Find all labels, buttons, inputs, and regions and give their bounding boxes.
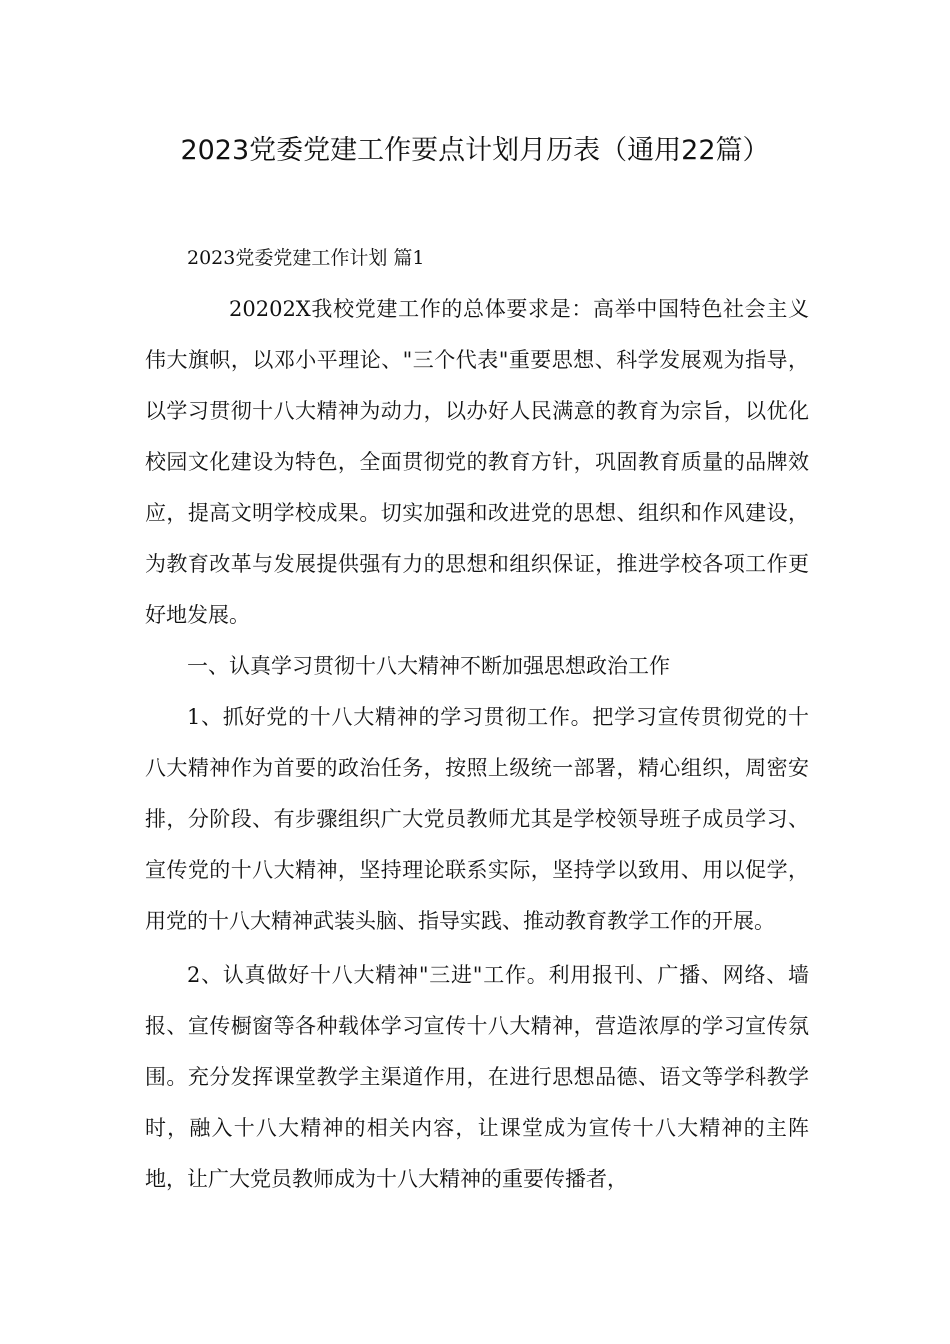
section-heading: 2023党委党建工作计划 篇1: [187, 247, 425, 269]
item-2-paragraph: 2、认真做好十八大精神"三进"工作。利用报刊、广播、网络、墙报、宣传橱窗等各种载体学习宣传十八大精神，营造浓厚的学习宣传氛围。充分发挥课堂教学主渠道作用，在进行思想品德、语文等学科教学时，融入十八大精神的相关内容，让课堂成为宣传十八大精神的主阵地，让广大党员教师成为十八大精神的重要传播者，: [145, 963, 809, 1191]
document-body: [145, 233, 809, 1205]
point-one-heading: 一、认真学习贯彻十八大精神不断加强思想政治工作: [187, 654, 670, 678]
intro-paragraph: 20202X我校党建工作的总体要求是：高举中国特色社会主义伟大旗帜，以邓小平理论、"三个代表"重要思想、科学发展观为指导，以学习贯彻十八大精神为动力，以办好人民满意的教育为宗旨，以优化校园文化建设为特色，全面贯彻党的教育方针，巩固教育质量的品牌效应，提高文明学校成果。切实加强和改进党的思想、组织和作风建设，为教育改革与发展提供强有力的思想和组织保证，推进学校各项工作更好地发展。: [145, 297, 809, 627]
item-1-paragraph: 1、抓好党的十八大精神的学习贯彻工作。把学习宣传贯彻党的十八大精神作为首要的政治任务，按照上级统一部署，精心组织，周密安排，分阶段、有步骤组织广大党员教师尤其是学校领导班子成员学习、宣传党的十八大精神，坚持理论联系实际，坚持学以致用、用以促学，用党的十八大精神武装头脑、指导实践、推动教育教学工作的开展。: [145, 705, 809, 933]
document-title: 2023党委党建工作要点计划月历表（通用22篇）: [180, 135, 770, 166]
